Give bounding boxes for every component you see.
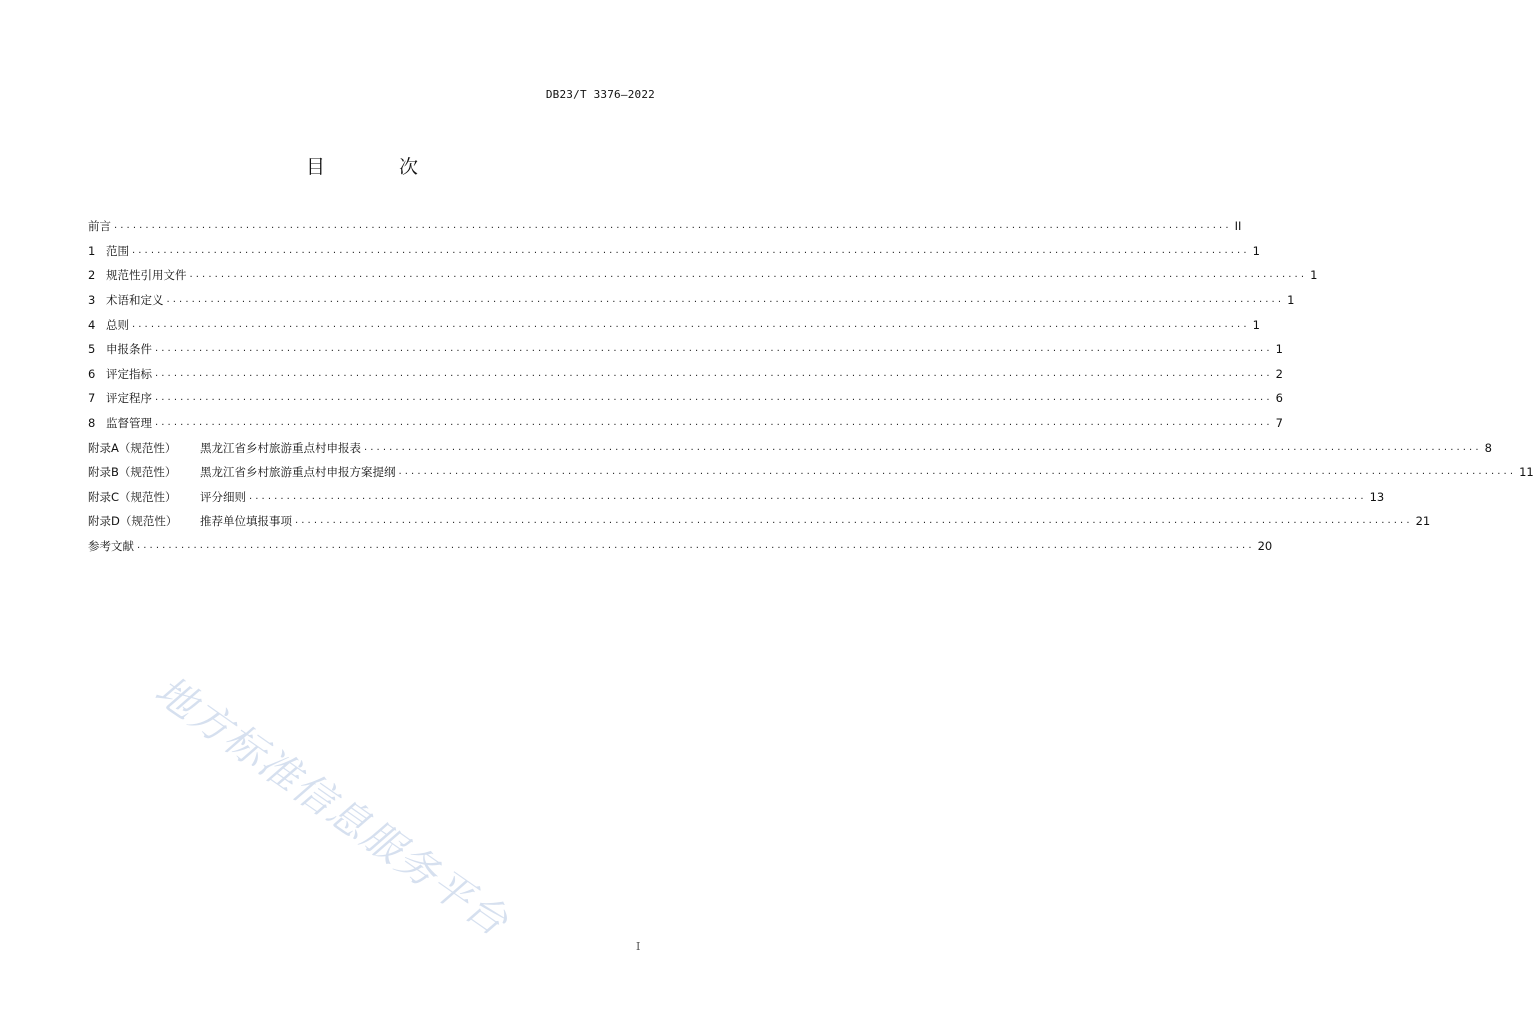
toc-entry-5[interactable] xyxy=(88,337,1283,362)
dot-leader: .................................................................................................................................................................................. xyxy=(398,466,1517,478)
toc-entry-page: 2 xyxy=(1275,366,1283,381)
dot-leader: .................................................................................................................................................................................. xyxy=(364,441,1482,453)
toc-entry-page: 1 xyxy=(1287,293,1295,308)
toc-entry-label: 规范性引用文件 xyxy=(106,268,187,283)
toc-entry-page: 1 xyxy=(1252,317,1260,332)
toc-entry-number: 4 xyxy=(88,317,96,332)
toc-entry-label: 参考文献 xyxy=(88,539,134,554)
toc-appendix-d[interactable] xyxy=(88,509,1431,534)
appendix-prefix: 附录D（规范性） xyxy=(88,514,178,529)
page-title: 目 次 xyxy=(305,156,453,178)
dot-leader: .................................................................................................................................................................................. xyxy=(249,490,1367,502)
toc-entry-label: 总则 xyxy=(106,317,129,332)
toc-appendix-a[interactable] xyxy=(88,435,1492,460)
toc-entry-page: 20 xyxy=(1257,539,1273,554)
toc-entry-foreword[interactable] xyxy=(88,214,1242,239)
toc-entry-2[interactable] xyxy=(88,263,1318,288)
toc-entry-label: 范围 xyxy=(106,243,129,258)
toc-entry-page: II xyxy=(1234,219,1242,234)
toc-entry-label: 评分细则 xyxy=(200,489,246,504)
page-number: I xyxy=(636,940,641,953)
toc-entry-page: 1 xyxy=(1252,243,1260,258)
appendix-prefix: 附录C（规范性） xyxy=(88,489,177,504)
toc-entry-label: 评定程序 xyxy=(106,391,152,406)
dot-leader: .................................................................................................................................................................................. xyxy=(295,515,1413,527)
toc-entry-number: 6 xyxy=(88,366,96,381)
dot-leader: .................................................................................................................................................................................. xyxy=(155,367,1273,379)
dot-leader: .................................................................................................................................................................................. xyxy=(166,294,1285,306)
toc-entry-8[interactable] xyxy=(88,411,1283,436)
toc-entry-page: 7 xyxy=(1275,416,1283,431)
toc-entry-3[interactable] xyxy=(88,288,1295,313)
toc-entry-page: 8 xyxy=(1484,440,1492,455)
toc-entry-1[interactable] xyxy=(88,239,1260,264)
dot-leader: .................................................................................................................................................................................. xyxy=(132,318,1250,330)
appendix-prefix: 附录B（规范性） xyxy=(88,465,177,480)
dot-leader: .................................................................................................................................................................................. xyxy=(155,343,1273,355)
toc-entry-references[interactable] xyxy=(88,534,1273,559)
toc-entry-page: 1 xyxy=(1310,268,1318,283)
toc-entry-4[interactable] xyxy=(88,312,1260,337)
dot-leader: .................................................................................................................................................................................. xyxy=(132,244,1250,256)
toc-entry-number: 5 xyxy=(88,342,96,357)
toc-entry-number: 7 xyxy=(88,391,96,406)
dot-leader: .................................................................................................................................................................................. xyxy=(189,269,1308,281)
toc-entry-6[interactable] xyxy=(88,362,1283,387)
toc-entry-label: 黑龙江省乡村旅游重点村申报表 xyxy=(200,440,361,455)
toc-entry-label: 黑龙江省乡村旅游重点村申报方案提纲 xyxy=(200,465,396,480)
document-code: DB23/T 3376—2022 xyxy=(545,88,655,101)
toc-appendix-b[interactable] xyxy=(88,460,1534,485)
toc-entry-label: 评定指标 xyxy=(106,366,152,381)
toc-entry-number: 2 xyxy=(88,268,96,283)
toc-entry-page: 11 xyxy=(1519,465,1534,480)
toc-entry-page: 21 xyxy=(1415,514,1431,529)
toc-entry-label: 前言 xyxy=(88,219,111,234)
toc-appendix-c[interactable] xyxy=(88,485,1385,510)
toc-entry-label: 监督管理 xyxy=(106,416,152,431)
toc-entry-7[interactable] xyxy=(88,386,1283,411)
toc-entry-label: 术语和定义 xyxy=(106,293,164,308)
toc-entry-label: 推荐单位填报事项 xyxy=(200,514,292,529)
toc-entry-number: 8 xyxy=(88,416,96,431)
toc-entry-number: 3 xyxy=(88,293,96,308)
appendix-prefix: 附录A（规范性） xyxy=(88,440,177,455)
watermark: 地方标准信息服务平台 xyxy=(146,667,517,946)
toc-entry-label: 申报条件 xyxy=(106,342,152,357)
toc-entry-page: 6 xyxy=(1275,391,1283,406)
toc-entry-number: 1 xyxy=(88,243,96,258)
toc-entry-page: 13 xyxy=(1369,489,1385,504)
dot-leader: .................................................................................................................................................................................. xyxy=(114,220,1232,232)
table-of-contents xyxy=(88,214,1534,558)
toc-entry-page: 1 xyxy=(1275,342,1283,357)
dot-leader: .................................................................................................................................................................................. xyxy=(155,392,1273,404)
dot-leader: .................................................................................................................................................................................. xyxy=(155,417,1273,429)
dot-leader: .................................................................................................................................................................................. xyxy=(137,540,1255,552)
